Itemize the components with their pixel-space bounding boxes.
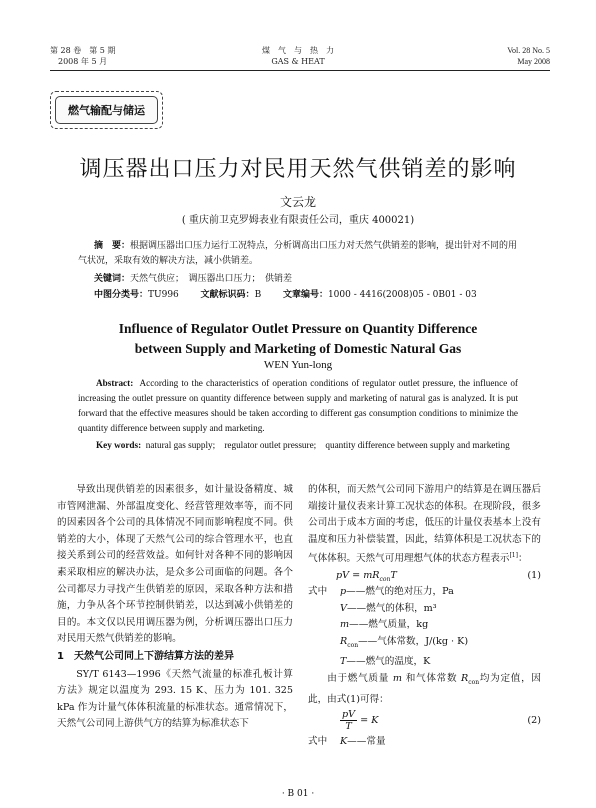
def-v-desc: ——燃气的体积，m³: [346, 602, 437, 614]
derivation-text-b: 和气体常数: [401, 673, 462, 685]
abstract-zh: [78, 239, 518, 269]
body-left-column: [57, 482, 293, 733]
definition-k: [308, 734, 541, 751]
derivation-r-sub: con: [468, 678, 480, 686]
clc-label: 中图分类号：: [94, 290, 149, 300]
definition-p: [308, 584, 541, 601]
derivation-paragraph: [308, 671, 541, 708]
abstract-en: [78, 376, 518, 436]
classification-line: [94, 288, 534, 303]
derivation-text-c: 均为定值，因此，由式(1)可得：: [308, 673, 541, 705]
affiliation-zh: ( 重庆前卫克罗姆表业有限责任公司，重庆 400021): [181, 215, 415, 226]
section-1-heading: 1 天然气公司同上下游结算方法的差异: [57, 650, 234, 662]
derivation-r: R: [461, 673, 469, 685]
page-number: · B 01 ·: [281, 789, 315, 799]
abstract-zh-text: 根据调压器出口压力运行工况特点，分析调高出口压力对天然气供销差的影响，提出针对不同的用气状况，采取有效的解决方法，减小供销差。: [78, 241, 518, 266]
abstract-en-label: Abstract:: [96, 378, 134, 388]
def-v-symbol: V: [340, 602, 347, 614]
keywords-en: [78, 438, 518, 453]
date-en: May 2008: [517, 57, 550, 66]
equation-2: [308, 708, 541, 734]
where-label: 式中: [308, 586, 328, 598]
continuation-paragraph: [308, 482, 541, 568]
journal-volume-en: [507, 45, 550, 67]
citation-ref: [1]: [509, 552, 518, 560]
header-rule: [50, 70, 550, 71]
equation-2-number: (2): [527, 715, 541, 727]
eq2-rhs: = K: [360, 715, 379, 727]
journal-name-en: GAS & HEAT: [271, 57, 325, 66]
keywords-zh: [94, 272, 518, 287]
def-p-symbol: p: [340, 586, 347, 598]
def-r-sub: con: [347, 641, 359, 649]
abstract-zh-label: 摘 要：: [94, 241, 131, 251]
journal-name-zh: 煤 气 与 热 力: [262, 46, 334, 55]
def-r-symbol: R: [340, 635, 348, 647]
continuation-colon: ：: [517, 553, 528, 565]
body-right-column: [308, 482, 541, 751]
definition-t: [308, 654, 541, 671]
page-title-en: [0, 319, 596, 359]
eq1-lhs: pV = mR: [336, 570, 380, 582]
keywords-en-text: natural gas supply; regulator outlet pressure; quantity difference between supply and marketing: [145, 440, 510, 450]
author-zh: 文云龙: [279, 195, 316, 209]
def-t-symbol: T: [340, 656, 347, 668]
clc-value: TU996: [148, 290, 179, 300]
section-badge: [50, 91, 163, 129]
eq1-sub: con: [379, 576, 391, 584]
def-k-symbol: K: [340, 736, 348, 748]
equation-1: [308, 568, 541, 584]
def-m-desc: ——燃气质量，kg: [349, 619, 429, 631]
doc-code-label: 文献标识码：: [200, 290, 255, 300]
intro-paragraph: 导致出现供销差的因素很多，如计量设备精度、城市管网泄漏、外部温度变化、经营管理效率等，而不同的因素因各个公司的具体情况不同而影响程度不同。供销差的大小，体现了天然气公司的综合管理水平，也直接关系到公司的经营效益。如何针对各种不同的影响因素采取相应的解决办法，是众多公司面临的问题。各个公司都尽力寻找产生供销差的原因，采取各种方法和措施，力争从各个环节控制供销差，以达到减小供销差的目的。本文仅以民用调压器为例，分析调压器出口压力对民用天然气供销差的影响。: [57, 484, 293, 645]
keywords-en-label: Key words:: [96, 440, 142, 450]
def-m-symbol: m: [340, 619, 350, 631]
page-title-en-line2: between Supply and Marketing of Domestic Natural Gas: [134, 341, 462, 356]
page-title-zh: 调压器出口压力对民用天然气供销差的影响: [79, 157, 517, 182]
page-title-en-line1: Influence of Regulator Outlet Pressure on Quantity Difference: [118, 321, 478, 336]
section-badge-label: 燃气输配与储运: [55, 96, 158, 124]
def-t-desc: ——燃气的温度，K: [346, 656, 431, 668]
abstract-en-text: According to the characteristics of operation conditions of regulator outlet pressure, the influence of increasing the outlet pressure on quantity difference between supply and marketing of natural gas is analyzed. It is put forward that the effective measures should be taken according to different gas consumption conditions to minimize the quantity difference between supply and marketing.: [78, 378, 518, 433]
equation-2-body: [340, 709, 378, 732]
derivation-text-a: 由于燃气质量: [327, 673, 393, 685]
eq2-numerator: pV: [342, 709, 356, 721]
def-p-desc: ——燃气的绝对压力，Pa: [346, 586, 454, 598]
keywords-zh-label: 关键词：: [94, 274, 131, 284]
section-1-paragraph: SY/T 6143—1996《天然气流量的标准孔板计算方法》规定以温度为 293. 15 K、压力为 101. 325 kPa 作为计量气体体积流量的标准状态。通常情况下，天然气公司同上游供气方的结算为标准状态下: [57, 668, 293, 730]
variable-definitions: [308, 584, 541, 671]
volume-en: Vol. 28 No. 5: [507, 46, 550, 55]
doc-code-value: B: [254, 290, 262, 300]
eq2-denominator: T: [345, 721, 352, 733]
article-no-label: 文章编号：: [282, 290, 328, 300]
definition-r: [308, 634, 541, 655]
def-r-desc: ——气体常数，J/(kg · K): [358, 635, 469, 647]
continuation-text: 的体积，而天然气公司同下游用户的结算是在调压器后端接计量仪表来计算工况状态的体积。在现阶段，很多公司出于成本方面的考虑，低压的计量仪表基本上没有温度和压力补偿装置，因此，结算体积是工况状态下的气体体积。天然气可用理想气体的状态方程表示: [308, 484, 541, 565]
where2-label: 式中: [308, 736, 328, 748]
article-no-value: 1000 - 4416(2008)05 - 0B01 - 03: [327, 290, 477, 300]
issue-date: 2008 年 5 月: [58, 57, 108, 66]
volume-issue: 第 28 卷 第 5 期: [50, 46, 116, 55]
definition-m: [308, 617, 541, 634]
derivation-m: m: [392, 673, 402, 685]
eq1-rhs: T: [390, 570, 397, 582]
keywords-zh-text: 天然气供应； 调压器出口压力； 供销差: [130, 274, 293, 284]
equation-1-number: (1): [527, 570, 541, 582]
def-k-desc: ——常量: [347, 736, 386, 748]
eq2-fraction: [340, 709, 357, 732]
definition-v: [308, 601, 541, 618]
author-en: WEN Yun-long: [263, 359, 333, 371]
